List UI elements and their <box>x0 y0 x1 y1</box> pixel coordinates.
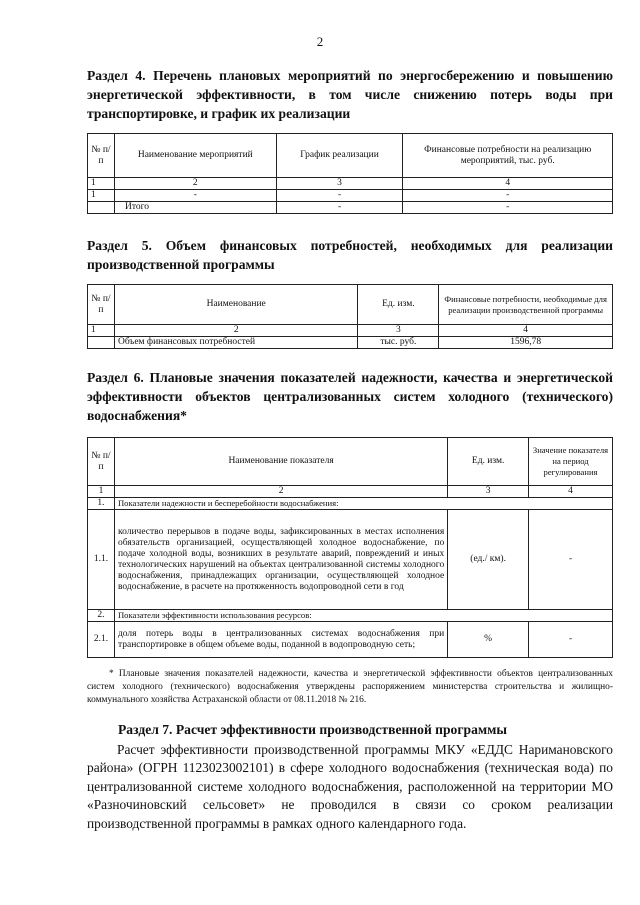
table-total-row <box>88 202 613 214</box>
table-cell: тыс. руб. <box>358 337 439 349</box>
section4-title: Раздел 4. Перечень плановых мероприятий по энергосбережению и повышению энергетической эффективности, в том числе снижению потерь воды при транспортировке, и график их реализации <box>87 68 613 121</box>
table-cell: 4 <box>439 325 613 337</box>
table-cell: 2.1. <box>88 622 115 658</box>
header-cell: № п/п <box>88 438 115 486</box>
header-cell: Наименование показателя <box>114 438 447 486</box>
section7-body: Расчет эффективности производственной программы МКУ «ЕДДС Наримановского района» (ОГРН 1123023002101) в сфере холодного водоснабжения (техническая вода) по централизованной системе холодного водоснабжения, расположенной на территории МО «Разночиновский сельсовет» не проводился в связи со сроком реализации производственной программы в рамках одного календарного года. <box>87 742 613 831</box>
section5-table <box>87 284 613 349</box>
table-cell: - <box>403 202 613 214</box>
table-cell: - <box>529 622 613 658</box>
header-cell: Значение показателя на период регулирования <box>529 438 613 486</box>
table-row <box>88 325 613 337</box>
table-group-row <box>88 498 613 510</box>
table-cell: Показатели эффективности использования ресурсов: <box>114 610 612 622</box>
table-cell: - <box>114 190 276 202</box>
table-cell: 1.1. <box>88 510 115 610</box>
section6-title: Раздел 6. Плановые значения показателей надежности, качества и энергетической эффективности объектов централизованных систем холодного (технического) водоснабжения* <box>87 370 613 423</box>
table-header-row <box>88 134 613 178</box>
section7-title: Раздел 7. Расчет эффективности производственной программы <box>118 722 508 737</box>
table-cell: - <box>276 190 403 202</box>
table-cell: - <box>276 202 403 214</box>
table-cell: 1 <box>88 325 115 337</box>
table-row <box>88 178 613 190</box>
table-cell: - <box>403 190 613 202</box>
table-cell: Объем финансовых потребностей <box>114 337 357 349</box>
table-cell: 1 <box>88 486 115 498</box>
table-cell: 1. <box>88 498 115 510</box>
table-cell: 1596,78 <box>439 337 613 349</box>
table-row <box>88 622 613 658</box>
table-cell: Итого <box>114 202 276 214</box>
table-cell: количество перерывов в подаче воды, зафиксированных в местах исполнения обязательств организацией, осуществляющей холодное водоснабжение, по подаче холодной воды, возникших в результате аварий, повреждений и иных технологических нарушений на объектах централизованной системы холодного водоснабжения, принадлежащих организации, осуществляющей холодное водоснабжение, в расчете на протяженность водопроводной сети в год <box>114 510 447 610</box>
table-cell: 3 <box>276 178 403 190</box>
table-cell: 2 <box>114 486 447 498</box>
table-cell <box>88 337 115 349</box>
table-cell: 3 <box>448 486 529 498</box>
section5-title: Раздел 5. Объем финансовых потребностей, необходимых для реализации производственной программы <box>87 238 613 272</box>
section6-footnote: * Плановые значения показателей надежности, качества и энергетической эффективности объектов централизованных систем холодного (технического) водоснабжения утверждены распоряжением министерства строительства и жилищно-коммунального хозяйства Астраханской области от 08.11.2018 № 216. <box>87 669 613 705</box>
table-row <box>88 486 613 498</box>
table-cell: 3 <box>358 325 439 337</box>
header-cell: Наименование <box>114 285 357 325</box>
header-cell: Финансовые потребности, необходимые для реализации производственной программы <box>439 285 613 325</box>
table-cell: % <box>448 622 529 658</box>
table-cell <box>88 202 115 214</box>
table-row <box>88 337 613 349</box>
table-cell: 2. <box>88 610 115 622</box>
header-cell: Финансовые потребности на реализацию мероприятий, тыс. руб. <box>403 134 613 178</box>
header-cell: График реализации <box>276 134 403 178</box>
table-row <box>88 510 613 610</box>
table-cell: 2 <box>114 178 276 190</box>
header-cell: Ед. изм. <box>448 438 529 486</box>
table-header-row <box>88 285 613 325</box>
page-number: 2 <box>316 34 324 49</box>
table-group-row <box>88 610 613 622</box>
table-header-row <box>88 438 613 486</box>
section6-table <box>87 437 613 658</box>
section4-table <box>87 133 613 214</box>
header-cell: Ед. изм. <box>358 285 439 325</box>
table-cell: 1 <box>88 178 115 190</box>
table-cell: - <box>529 510 613 610</box>
table-cell: 4 <box>403 178 613 190</box>
header-cell: № п/п <box>88 134 115 178</box>
table-cell: 2 <box>114 325 357 337</box>
table-cell: доля потерь воды в централизованных системах водоснабжения при транспортировке в общем объеме воды, поданной в водопроводную сеть; <box>114 622 447 658</box>
table-cell: (ед./ км). <box>448 510 529 610</box>
table-cell: 4 <box>529 486 613 498</box>
header-cell: № п/п <box>88 285 115 325</box>
header-cell: Наименование мероприятий <box>114 134 276 178</box>
table-cell: Показатели надежности и бесперебойности водоснабжения: <box>114 498 612 510</box>
table-cell: 1 <box>88 190 115 202</box>
table-row <box>88 190 613 202</box>
